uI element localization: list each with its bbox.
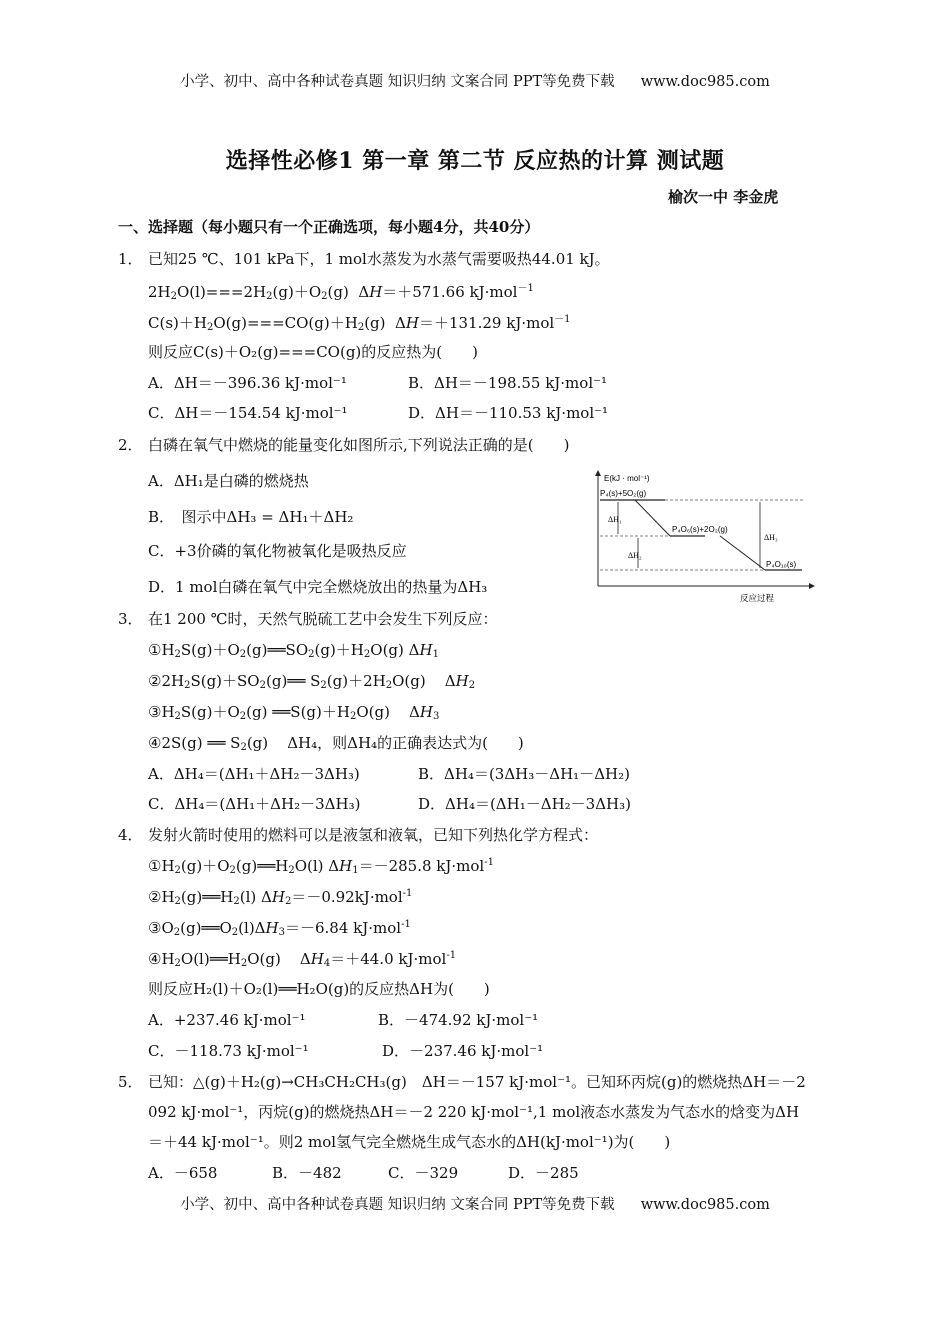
q5-option-a: A．－658 [148, 1164, 218, 1182]
q5-line-3: ＝＋44 kJ·mol⁻¹。则2 mol氢气完全燃烧生成气态水的ΔH(kJ·mol⁻¹)为( ) [148, 1133, 671, 1151]
header-url[interactable]: www.doc985.com [640, 74, 770, 90]
header-text: 小学、初中、高中各种试卷真题 知识归纳 文案合同 PPT等免费下载 [180, 74, 615, 90]
q3-option-d: D．ΔH₄＝(ΔH₁－ΔH₂－3ΔH₃) [418, 795, 631, 813]
q1-equation-1: $2H_2O(l)===2H_2(g)+O_2(g)$ ΔH＝＋571.66 kJ·mol$^{-1}$ [148, 283, 534, 302]
q3-number: 3． [118, 610, 143, 628]
q2-option-a: A．ΔH₁是白磷的燃烧热 [148, 472, 309, 490]
q3-reaction-3: $③H_2S(g)+O_2(g)$ $══S(g)+H_2O(g)$ $\Delta H_3$ [148, 703, 440, 722]
energy-diagram [590, 468, 820, 608]
q4-option-b: B．－474.92 kJ·mol⁻¹ [378, 1011, 539, 1029]
q3-question: ΔH₄，则ΔH₄的正确表达式为( ) [287, 734, 524, 752]
q4-question: 则反应H₂(l)＋O₂(l)══H₂O(g)的反应热ΔH为( ) [148, 980, 490, 998]
q1-option-a: A．ΔH＝－396.36 kJ·mol⁻¹ [148, 374, 347, 392]
q4-option-a: A．+237.46 kJ·mol⁻¹ [148, 1011, 306, 1029]
state-reactants: P₄(s)+5O₂(g) [600, 489, 647, 498]
page-title: 选择性必修1 第一章 第二节 反应热的计算 测试题 [225, 148, 725, 174]
q5-number: 5． [118, 1073, 143, 1091]
q5-option-d: D．－285 [508, 1164, 579, 1182]
q2-stem: 白磷在氧气中燃烧的能量变化如图所示,下列说法正确的是( ) [148, 436, 570, 454]
author: 榆次一中 李金虎 [668, 188, 779, 206]
q3-option-c: C．ΔH₄＝(ΔH₁＋ΔH₂－3ΔH₃) [148, 795, 361, 813]
q1-stem: 已知25 ℃、101 kPa下，1 mol水蒸发为水蒸气需要吸热44.01 kJ。 [148, 250, 610, 268]
q4-equation-2: $②H_2(g)══H_2(l)$ $\Delta H_2=-0.92kJ\cdot mol^{-1}$ [148, 888, 413, 907]
q1-option-d: D．ΔH＝－110.53 kJ·mol⁻¹ [408, 404, 609, 422]
q4-option-d: D．－237.46 kJ·mol⁻¹ [382, 1042, 544, 1060]
state-products: P₄O₁₀(s) [766, 560, 797, 569]
q2-option-b: B． 图示中ΔH₃ = ΔH₁＋ΔH₂ [148, 508, 354, 526]
drop-line-2 [720, 536, 765, 570]
section-heading: 一、选择题（每小题只有一个正确选项，每小题4分，共40分） [118, 218, 540, 236]
y-axis-label: E(kJ · mol⁻¹) [604, 474, 650, 483]
q1-question: 则反应C(s)＋O₂(g)===CO(g)的反应热为( ) [148, 343, 478, 361]
page-footer [0, 1193, 950, 1214]
q1-equation-2: $C(s)+H_2O(g)===CO(g)+H_2(g)$ ΔH＝＋131.29 kJ·mol$^{-1}$ [148, 314, 571, 333]
q4-equation-4: $④H_2O(l)══H_2O(g)$ $\Delta H_4=+44.0$ kJ·mol$^{-1}$ [148, 950, 457, 969]
q4-option-c: C．－118.73 kJ·mol⁻¹ [148, 1042, 309, 1060]
q3-stem: 在1 200 ℃时，天然气脱硫工艺中会发生下列反应： [148, 610, 498, 628]
q5-line-2: 092 kJ·mol⁻¹，丙烷(g)的燃烧热ΔH＝－2 220 kJ·mol⁻¹,1 mol液态水蒸发为气态水的焓变为ΔH [148, 1103, 800, 1121]
q2-option-d: D．1 mol白磷在氧气中完全燃烧放出的热量为ΔH₃ [148, 578, 488, 596]
q4-equation-3: $③O_2(g)══O_2(l)\Delta H_3=-6.84$ kJ·mol$^{-1}$ [148, 919, 411, 938]
q1-option-b: B．ΔH＝－198.55 kJ·mol⁻¹ [408, 374, 608, 392]
dh1-label: ΔH₁ [608, 515, 622, 524]
q5-option-c: C．－329 [388, 1164, 459, 1182]
drop-line-1 [635, 500, 670, 536]
q1-option-c: C．ΔH＝－154.54 kJ·mol⁻¹ [148, 404, 348, 422]
q4-stem: 发射火箭时使用的燃料可以是液氢和液氧，已知下列热化学方程式： [148, 826, 599, 844]
q3-reaction-2: $②2H_2S(g)+SO_2(g)══$ $S_2(g)+2H_2O(g)$ $\Delta H_2$ [148, 672, 476, 691]
footer-url[interactable]: www.doc985.com [640, 1197, 770, 1213]
x-axis-label: 反应过程 [740, 593, 775, 603]
q3-option-b: B．ΔH₄＝(3ΔH₃－ΔH₁－ΔH₂) [418, 765, 630, 783]
q5-option-b: B．－482 [272, 1164, 342, 1182]
q3-option-a: A．ΔH₄＝(ΔH₁＋ΔH₂－3ΔH₃) [148, 765, 360, 783]
q1-number: 1． [118, 250, 143, 268]
q5-line-1: 已知：△(g)＋H₂(g)→CH₃CH₂CH₃(g) ΔH＝－157 kJ·mol⁻¹。已知环丙烷(g)的燃烧热ΔH＝－2 [148, 1073, 806, 1091]
q4-number: 4． [118, 826, 143, 844]
q2-option-c: C．+3价磷的氧化物被氧化是吸热反应 [148, 542, 407, 560]
state-intermediate: P₄O₆(s)+2O₂(g) [672, 525, 728, 534]
dh3-label: ΔH₃ [764, 533, 778, 542]
page-header [0, 70, 950, 91]
q4-equation-1: $①H_2(g)+O_2(g)══H_2O(l)$ $\Delta H_1=-285.8$ kJ·mol$^{-1}$ [148, 857, 494, 876]
footer-text: 小学、初中、高中各种试卷真题 知识归纳 文案合同 PPT等免费下载 [180, 1197, 615, 1213]
q3-reaction-4: ④2S(g) ══ $S_2(g)$ ΔH₄，则ΔH₄的正确表达式为( ) [148, 734, 524, 753]
dh2-label: ΔH₂ [628, 551, 642, 560]
q3-reaction-1: $①H_2S(g)+O_2(g)══SO_2(g)+H_2O(g)$ $\Delta H_1$ [148, 641, 439, 660]
q2-number: 2． [118, 436, 143, 454]
